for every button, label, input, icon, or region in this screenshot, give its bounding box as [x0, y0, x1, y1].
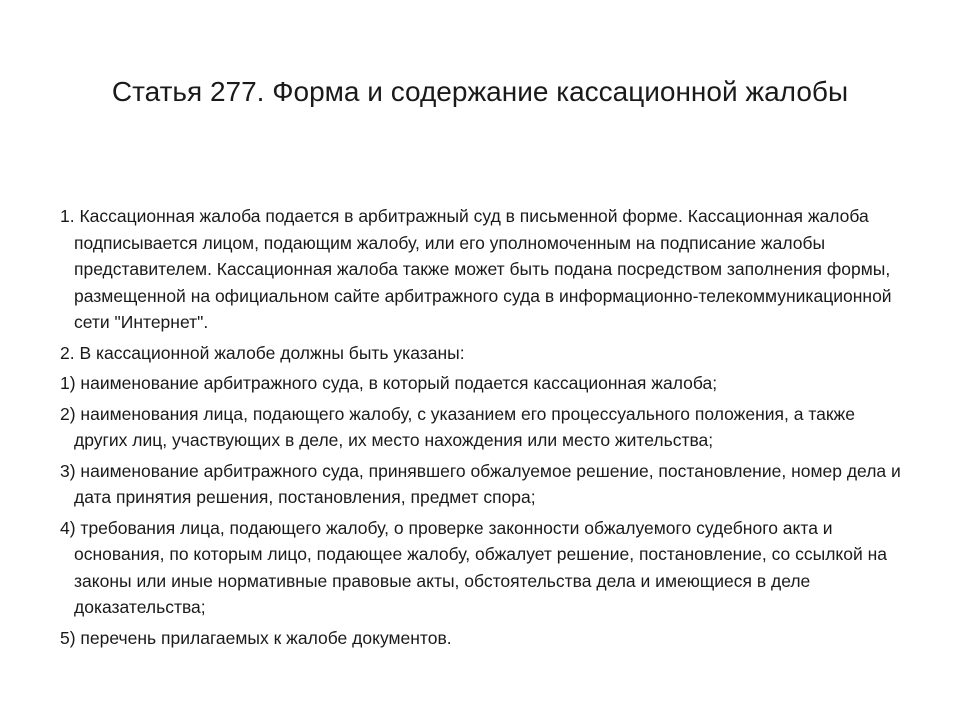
list-item-3: 3) наименование арбитражного суда, принявшего обжалуемое решение, постановление, номер дела и дата принятия решения, постановления, предмет спора;: [60, 460, 901, 507]
list-item-2: 2) наименования лица, подающего жалобу, с указанием его процессуального положения, а также других лиц, участвующих в деле, их место нахождения или место жительства;: [60, 403, 855, 450]
list-item-5: 5) перечень прилагаемых к жалобе документов.: [60, 627, 452, 648]
paragraph-1: 1. Кассационная жалоба подается в арбитражный суд в письменной форме. Кассационная жалоба подписывается лицом, подающим жалобу, или его уполномоченным на подписание жалобы представителем. Кассационная жалоба также может быть подана посредством заполнения формы, размещенной на официальном сайте арбитражного суда в информационно-телекоммуникационной сети "Интернет".: [60, 206, 892, 332]
list-item-1: 1) наименование арбитражного суда, в который подается кассационная жалоба;: [60, 373, 718, 393]
list-item-4: 4) требования лица, подающего жалобу, о проверке законности обжалуемого судебного акта и основания, по которым лицо, подающее жалобу, обжалует решение, постановление, со ссылкой на законы или иные нормативные правовые акты, обстоятельства дела и имеющиеся в деле доказательства;: [60, 517, 888, 617]
slide-title: Статья 277. Форма и содержание кассационной жалобы: [111, 76, 849, 107]
paragraph-2: 2. В кассационной жалобе должны быть указаны:: [60, 342, 465, 363]
slide-body: [60, 203, 910, 655]
